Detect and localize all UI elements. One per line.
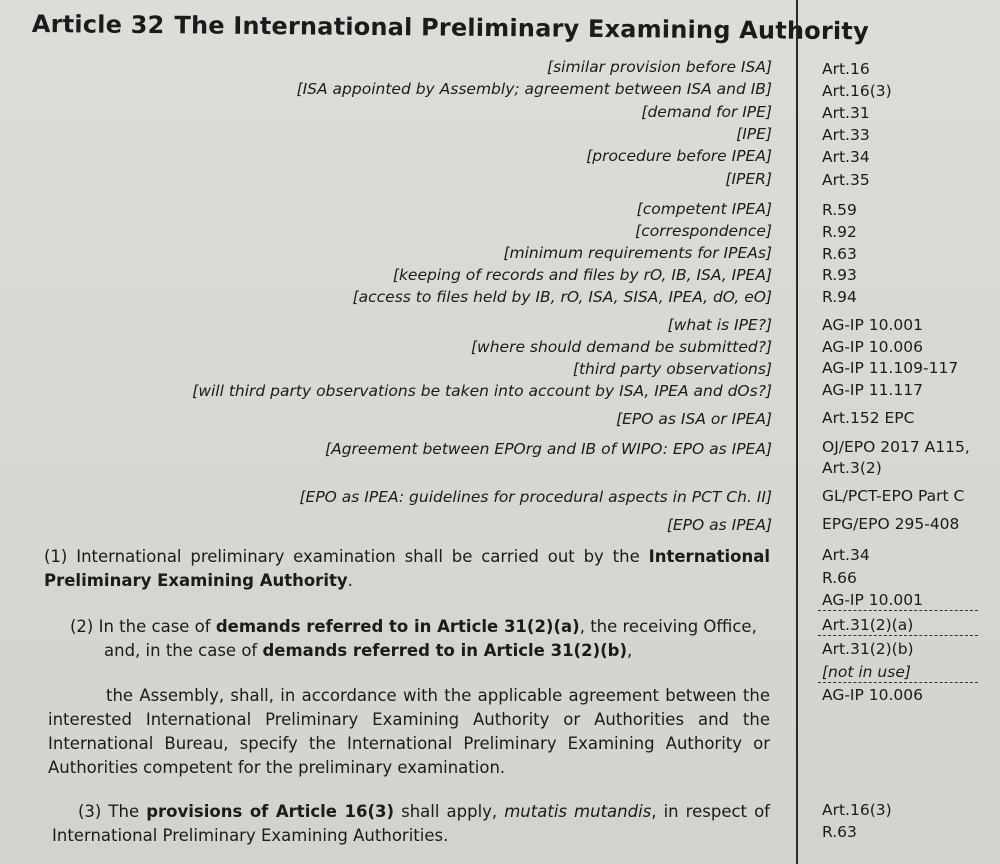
- xref-ref: Art.152 EPC: [822, 409, 915, 427]
- article-title: [32, 10, 869, 45]
- xref-desc: [Agreement between EPOrg and IB of WIPO: EPO as IPEA]: [325, 440, 772, 458]
- paragraph-2-line-2: [70, 639, 770, 663]
- paragraph-3-text: , in respect of: [651, 802, 770, 821]
- xref-desc: [EPO as IPEA]: [666, 516, 772, 534]
- para3-ref: R.63: [822, 823, 857, 841]
- para2-ref: Art.31(2)(a): [822, 616, 914, 634]
- article-heading: The International Preliminary Examining Authority: [174, 11, 870, 46]
- paragraph-2-bold: demands referred to in Article 31(2)(b): [262, 641, 628, 660]
- paragraph-1-bold-term: Preliminary Examining Authority: [44, 571, 348, 590]
- paragraph-3-text: shall apply,: [401, 802, 498, 821]
- paragraph-2-intro: [70, 615, 770, 663]
- xref-ref: Art.33: [822, 126, 870, 144]
- paragraph-3-line-1: [52, 800, 770, 824]
- paragraph-2-line-1: [70, 615, 770, 639]
- xref-ref: R.63: [822, 245, 857, 263]
- paragraph-3-text: (3) The: [78, 802, 140, 821]
- xref-desc: [procedure before IPEA]: [586, 147, 772, 165]
- xref-desc: [ISA appointed by Assembly; agreement between ISA and IB]: [296, 80, 772, 98]
- xref-ref-continued: Art.3(2): [822, 459, 882, 477]
- dashed-separator: [818, 635, 978, 636]
- xref-ref: AG-IP 11.109-117: [822, 359, 959, 377]
- paragraph-2-body-line: the Assembly, shall, in accordance with the applicable agreement between the: [106, 686, 770, 705]
- paragraph-2-body-line: interested International Preliminary Examining Authority or Authorities and the: [48, 710, 770, 729]
- paragraph-2-text: , the receiving Office,: [579, 617, 757, 636]
- dashed-separator: [818, 610, 978, 611]
- paragraph-1-bold: International: [648, 547, 770, 566]
- paragraph-3-bold: provisions of Article 16(3): [146, 802, 395, 821]
- xref-ref: AG-IP 10.001: [822, 316, 924, 334]
- xref-desc: [correspondence]: [635, 222, 772, 240]
- paragraph-2-body-line: International Bureau, specify the International Preliminary Examining Authority or: [48, 734, 770, 753]
- margin-divider: [796, 0, 798, 864]
- paragraph-3-line-2: International Preliminary Examining Authorities.: [52, 826, 449, 845]
- xref-desc: [IPER]: [725, 170, 772, 188]
- paragraph-1-text: (1) International preliminary examination shall be carried out by the: [44, 547, 640, 566]
- para2-ref: AG-IP 10.006: [822, 686, 924, 704]
- paragraph-2-bold: demands referred to in Article 31(2)(a): [215, 617, 580, 636]
- xref-desc: [keeping of records and files by rO, IB, ISA, IPEA]: [392, 266, 772, 284]
- xref-ref: GL/PCT-EPO Part C: [822, 487, 965, 505]
- xref-ref: R.94: [822, 288, 857, 306]
- xref-ref: R.92: [822, 223, 857, 241]
- xref-desc: [EPO as IPEA: guidelines for procedural aspects in PCT Ch. II]: [299, 488, 772, 506]
- paragraph-1: [44, 545, 770, 593]
- paragraph-2-text: and, in the case of: [104, 641, 258, 660]
- xref-ref: Art.16(3): [822, 82, 892, 100]
- para2-ref: Art.31(2)(b): [822, 640, 914, 658]
- xref-desc: [will third party observations be taken into account by ISA, IPEA and dOs?]: [192, 382, 772, 400]
- xref-desc: [minimum requirements for IPEAs]: [503, 244, 772, 262]
- paragraph-2-text: (2) In the case of: [70, 617, 211, 636]
- para1-ref: AG-IP 10.001: [822, 591, 924, 609]
- para3-ref: Art.16(3): [822, 801, 892, 819]
- paragraph-1-line-1: [44, 545, 770, 569]
- para1-ref: Art.34: [822, 546, 870, 564]
- xref-ref: Art.16: [822, 60, 870, 78]
- xref-ref: OJ/EPO 2017 A115,: [822, 438, 970, 456]
- article-number: Article 32: [31, 10, 165, 40]
- xref-desc: [EPO as ISA or IPEA]: [616, 410, 772, 428]
- paragraph-2-body: [48, 684, 770, 780]
- xref-ref: Art.31: [822, 104, 870, 122]
- paragraph-1-period: .: [347, 571, 353, 590]
- xref-ref: R.59: [822, 201, 857, 219]
- dashed-separator: [818, 682, 978, 683]
- xref-desc: [demand for IPE]: [641, 103, 772, 121]
- xref-desc: [competent IPEA]: [636, 200, 772, 218]
- paragraph-1-line-2: [44, 569, 770, 593]
- xref-ref: AG-IP 11.117: [822, 381, 924, 399]
- xref-ref: Art.35: [822, 171, 870, 189]
- paragraph-2-text: ,: [627, 641, 633, 660]
- xref-ref: R.93: [822, 266, 857, 284]
- xref-desc: [similar provision before ISA]: [547, 58, 772, 76]
- paragraph-3: [52, 800, 770, 848]
- not-in-use-note: [not in use]: [822, 663, 911, 681]
- xref-desc: [third party observations]: [572, 360, 772, 378]
- para1-ref: R.66: [822, 569, 857, 587]
- xref-desc: [IPE]: [736, 125, 772, 143]
- paragraph-2-body-line: Authorities competent for the preliminary examination.: [48, 758, 506, 777]
- xref-ref: EPG/EPO 295-408: [822, 515, 960, 533]
- xref-ref: AG-IP 10.006: [822, 338, 924, 356]
- xref-ref: Art.34: [822, 148, 870, 166]
- xref-desc: [where should demand be submitted?]: [470, 338, 772, 356]
- xref-desc: [what is IPE?]: [667, 316, 772, 334]
- paragraph-3-italic: mutatis mutandis: [504, 802, 652, 821]
- xref-desc: [access to files held by IB, rO, ISA, SISA, IPEA, dO, eO]: [352, 288, 772, 306]
